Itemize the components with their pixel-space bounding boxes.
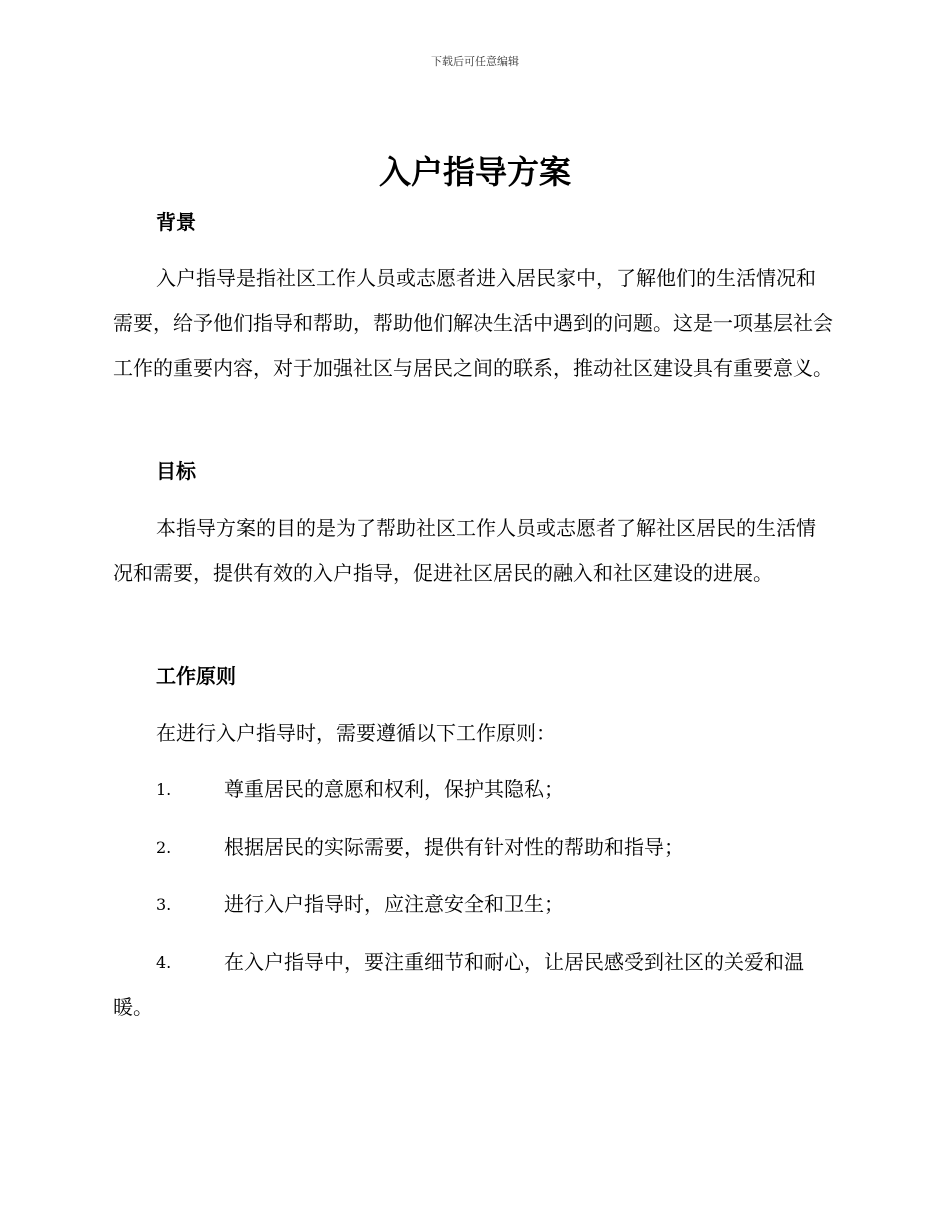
section-heading-background: 背景 bbox=[156, 210, 196, 234]
paragraph-goal: 本指导方案的目的是为了帮助社区工作人员或志愿者了解社区居民的生活情况和需要，提供有效的入户指导，促进社区居民的融入和社区建设的进展。 bbox=[113, 516, 816, 585]
list-item-text: 尊重居民的意愿和权利，保护其隐私； bbox=[224, 777, 564, 801]
list-item bbox=[113, 882, 833, 927]
list-item-text: 在入户指导中，要注重细节和耐心，让居民感受到社区的关爱和温暖。 bbox=[113, 950, 804, 1019]
section-heading-goal: 目标 bbox=[156, 459, 196, 483]
list-item bbox=[113, 767, 833, 812]
header-note: 下载后可任意编辑 bbox=[431, 55, 519, 68]
list-item bbox=[113, 825, 833, 870]
list-item-number: 2. bbox=[156, 838, 172, 857]
list-item-text: 进行入户指导时，应注意安全和卫生； bbox=[224, 892, 564, 916]
list-item-text: 根据居民的实际需要，提供有针对性的帮助和指导； bbox=[224, 835, 684, 859]
list-item-number: 3. bbox=[156, 895, 172, 914]
principles-intro: 在进行入户指导时，需要遵循以下工作原则： bbox=[156, 721, 556, 745]
section-heading-principles: 工作原则 bbox=[156, 664, 236, 688]
paragraph-background: 入户指导是指社区工作人员或志愿者进入居民家中，了解他们的生活情况和需要，给予他们指导和帮助，帮助他们解决生活中遇到的问题。这是一项基层社会工作的重要内容，对于加强社区与居民之间的联系，推动社区建设具有重要意义。 bbox=[113, 266, 833, 380]
list-item bbox=[113, 940, 833, 1030]
list-item-number: 4. bbox=[156, 953, 172, 972]
list-item-number: 1. bbox=[156, 780, 172, 799]
document-title: 入户指导方案 bbox=[378, 153, 571, 191]
